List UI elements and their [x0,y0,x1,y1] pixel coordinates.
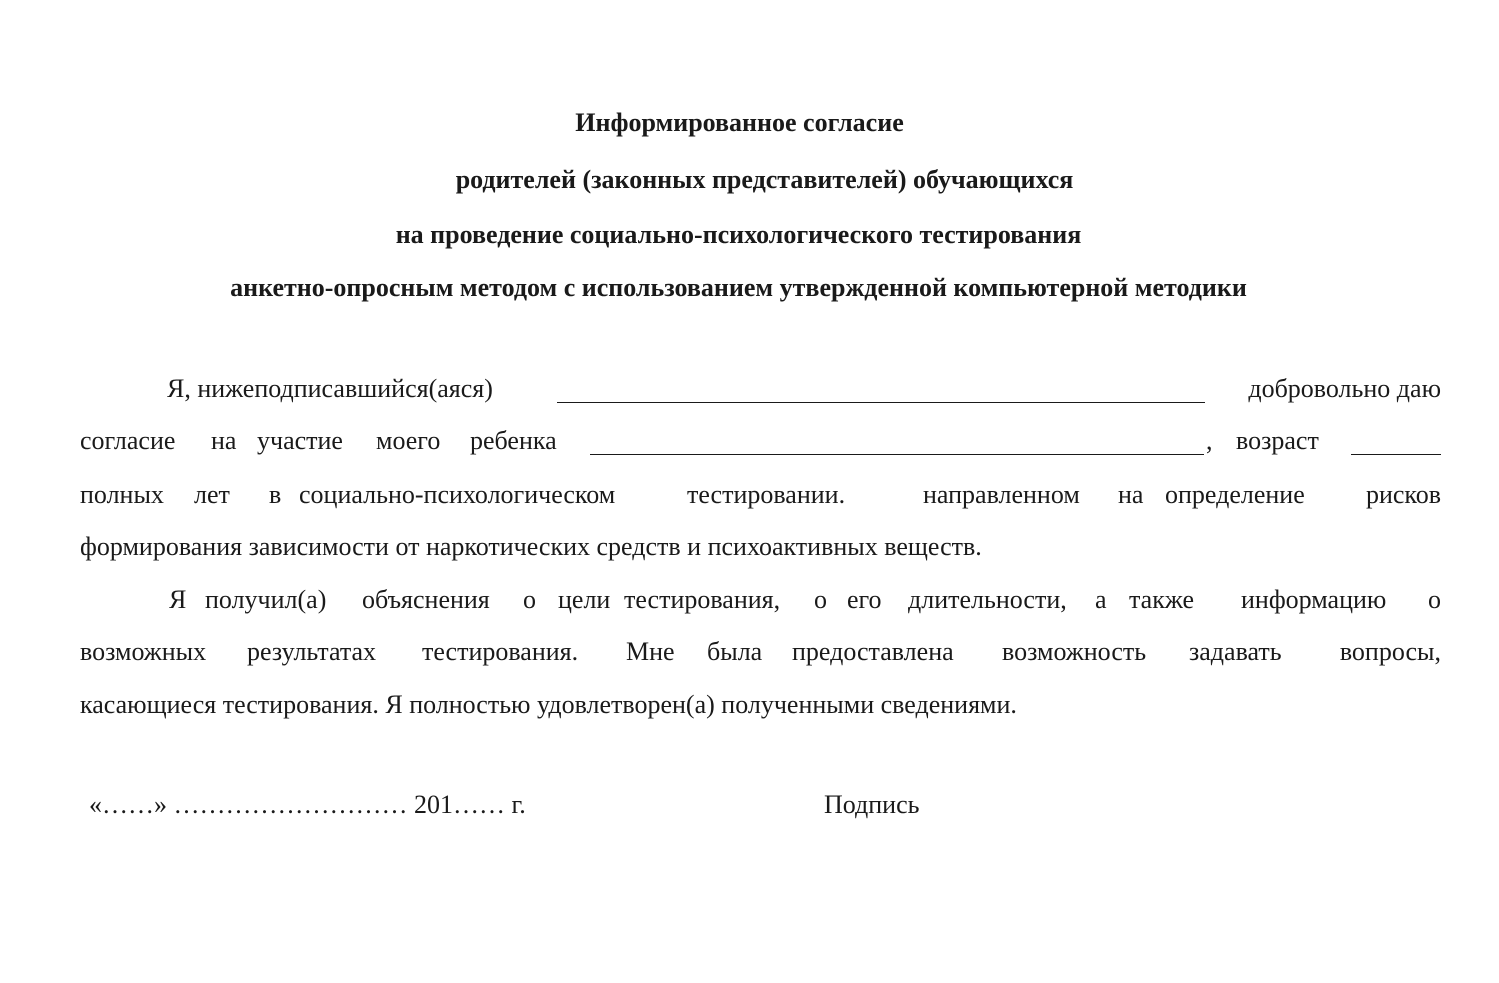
signature-label: Подпись [824,790,920,819]
consent-word: согласие [80,426,176,455]
age-field[interactable] [1351,432,1441,455]
undersigned-label: Я, нижеподписавшийся(аяся) [167,374,493,403]
p2-w4: цели [558,585,611,614]
p2l2-w5: предоставлена [792,637,954,666]
p2l2-w0: возможных [80,637,207,666]
word-directed: направленном [923,480,1080,509]
p2l2-w3: Мне [626,637,675,666]
comma: , [1206,426,1213,455]
paragraph-2-line-3: касающиеся тестирования. Я полностью удовлетворен(а) полученными сведениями. [80,690,1017,719]
p2-w11: информацию [1241,585,1387,614]
word-testing: тестировании. [687,480,846,509]
p2-w5: тестирования, [624,585,781,614]
word-in: в [269,480,282,509]
my-word: моего [376,426,441,455]
p2l2-w2: тестирования. [422,637,579,666]
parent-name-field[interactable] [557,380,1205,403]
title-line-4: анкетно-опросным методом с использованием утвержденной компьютерной методики [230,273,1247,302]
paragraph-2-line-2 [80,637,1441,669]
word-socio-psych: социально-психологическом [299,480,616,509]
p2-w6: о [814,585,827,614]
p2l2-w1: результатах [247,637,377,666]
title-line-2: родителей (законных представителей) обучающихся [455,165,1074,194]
p2-w3: о [523,585,536,614]
title-line-1: Информированное согласие [575,108,904,137]
p2-w10: также [1129,585,1195,614]
age-label: возраст [1236,426,1319,455]
p2l2-w8: вопросы, [1339,637,1441,666]
word-full: полных [80,480,164,509]
title-line-3: на проведение социально-психологического тестирования [395,220,1082,249]
p2l2-w4: была [707,637,763,666]
paragraph-1-line-1 [167,374,1441,406]
word-determination: определение [1165,480,1305,509]
p2-w12: о [1428,585,1441,614]
paragraph-1-line-4: формирования зависимости от наркотических средств и психоактивных веществ. [80,532,982,561]
child-word: ребенка [470,426,557,455]
child-name-field[interactable] [590,432,1204,455]
paragraph-1-line-3 [80,480,1441,512]
word-risks: рисков [1365,480,1441,509]
voluntarily-label: добровольно даю [1248,374,1441,403]
p2-w9: а [1095,585,1107,614]
word-on: на [1118,480,1144,509]
paragraph-2-line-1 [169,585,1441,617]
participation-word: участие [257,426,343,455]
p2l2-w7: задавать [1189,637,1282,666]
p2-w1: получил(а) [205,585,327,614]
word-years: лет [194,480,230,509]
p2l2-w6: возможность [1002,637,1147,666]
p2-w8: длительности, [908,585,1067,614]
date-line: «……» ……………………… 201…… г. [89,790,526,819]
p2-w2: объяснения [362,585,490,614]
p2-w0: Я [169,585,187,614]
paragraph-1-line-2 [80,426,1441,458]
p2-w7: его [847,585,882,614]
on-word: на [211,426,237,455]
